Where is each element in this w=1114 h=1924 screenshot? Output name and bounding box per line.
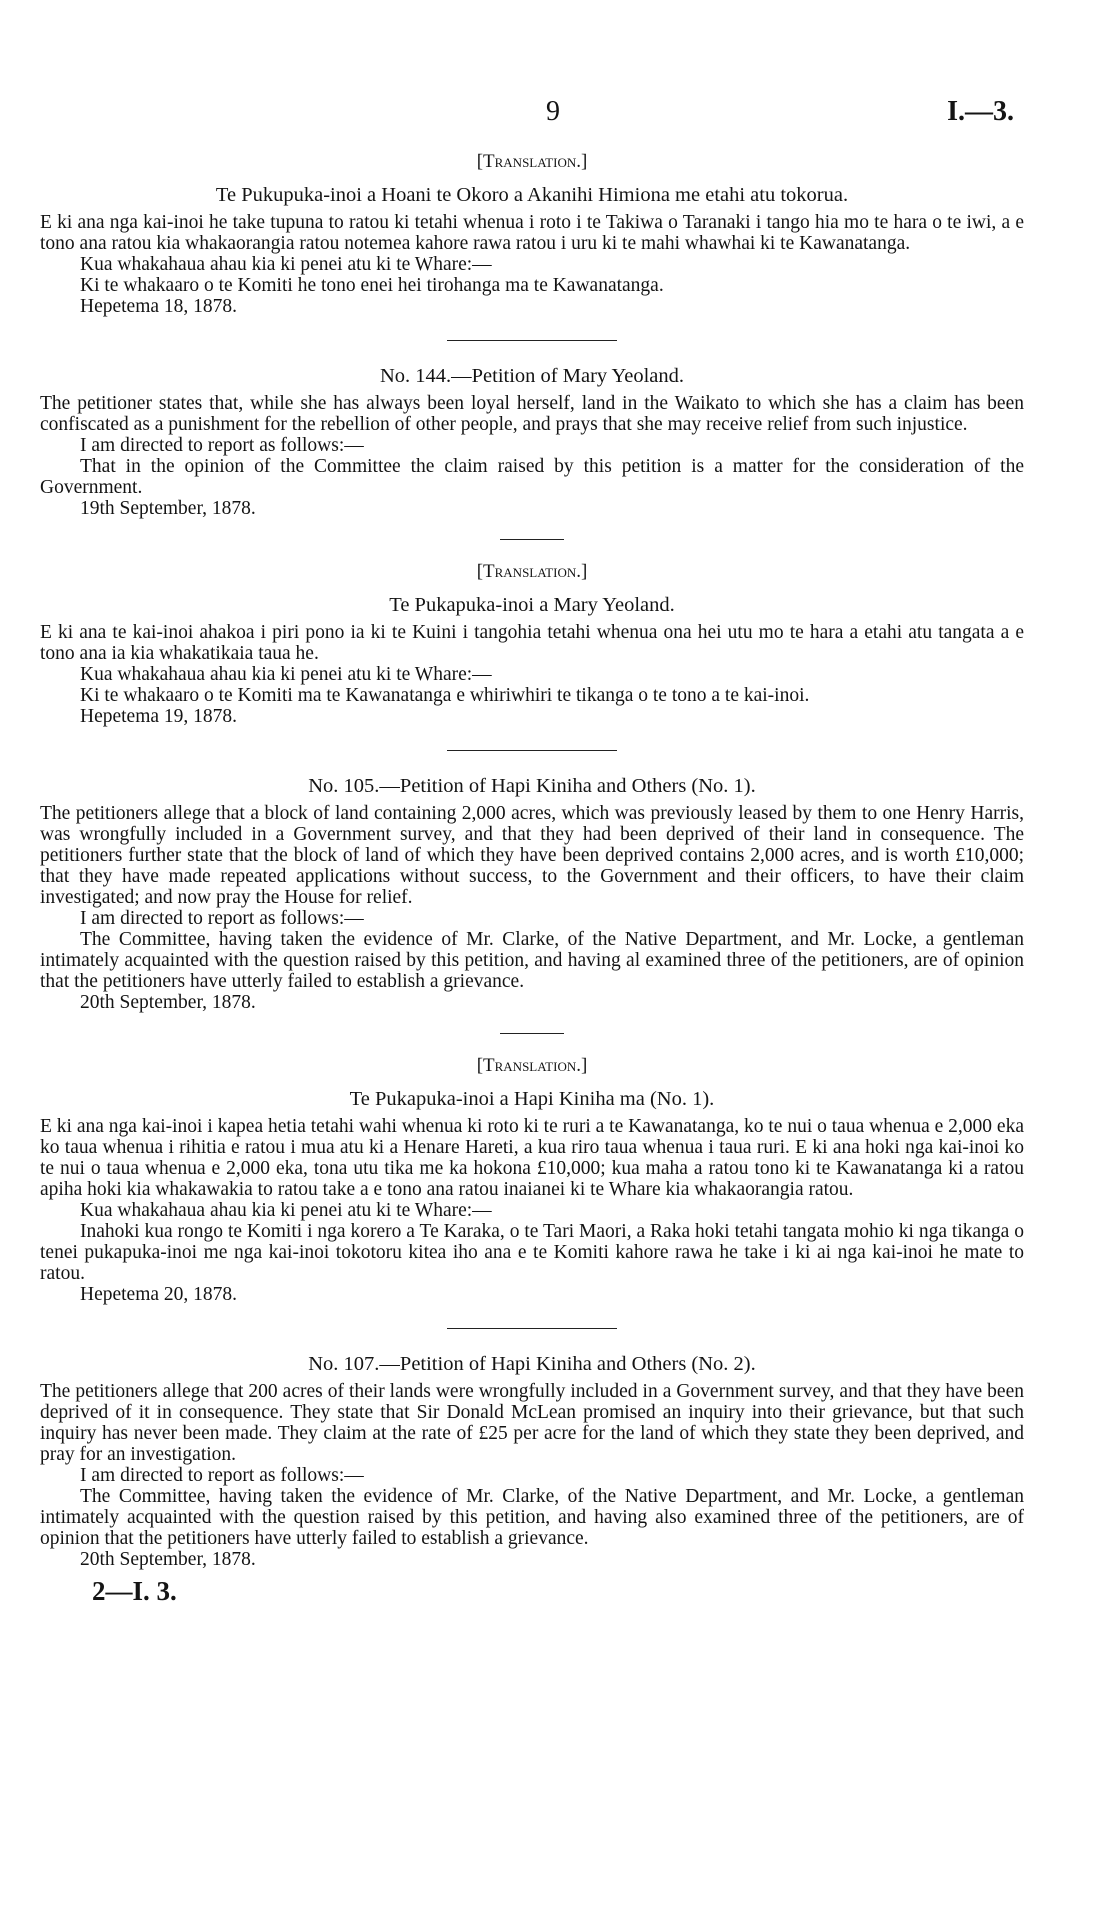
paragraph: E ki ana te kai-inoi ahakoa i piri pono ia ki te Kuini i tangohia tetahi whenua ona hei utu mo te hara a etahi atu tangata a e tono ana ia kia whakatikaia taua he. [40,622,1024,664]
date-line: 19th September, 1878. [80,498,256,519]
section-translation-yeoland [40,560,1024,727]
paragraph: I am directed to report as follows:— [80,908,364,929]
translation-heading: [Translation.] [476,1055,588,1076]
paragraph: Ki te whakaaro o te Komiti ma te Kawanatanga e whiriwhiri te tikanga o te tono a te kai-inoi. [80,685,810,706]
section-petition-144 [40,364,1024,519]
paragraph: Inahoki kua rongo te Komiti i nga korero a Te Karaka, o te Tari Maori, a Raka hoki tetahi tangata mohio ki nga tikanga o tenei pukapuka-inoi me nga kai-inoi tokotoru kitea iho ana e te Komiti kahore rawa he take i ki ai nga kai-inoi he mate to ratou. [40,1221,1024,1284]
section-divider [447,340,617,341]
date-line: 20th September, 1878. [80,992,256,1013]
section-divider [447,1328,617,1329]
paragraph: The Committee, having taken the evidence of Mr. Clarke, of the Native Department, and Mr. Locke, a gentleman intimately acquainted with the question raised by this petition, and having also examined three of the petitioners, are of opinion that the petitioners have utterly failed to establish a grievance. [40,1486,1024,1549]
section-translation-hoani [40,150,1024,317]
paragraph: Kua whakahaua ahau kia ki penei atu ki te Whare:— [80,254,492,275]
date-line: Hepetema 19, 1878. [80,706,238,727]
page-header [40,96,1014,132]
translation-heading: [Translation.] [476,151,588,172]
section-title: No. 107.—Petition of Hapi Kiniha and Others (No. 2). [308,1353,756,1375]
section-divider [500,539,564,540]
section-divider [500,1033,564,1034]
section-translation-kiniha [40,1054,1024,1305]
paragraph: The petitioners allege that a block of land containing 2,000 acres, which was previously leased by them to one Henry Harris, was wrongfully included in a Government survey, and that they had been deprived of their land in consequence. The petitioners further state that the block of land of which they have been deprived contains 2,000 acres, and is worth £10,000; that they have made repeated applications without success, to the Government and their officers, to have their claim investigated; and now pray the House for relief. [40,803,1024,908]
paragraph: E ki ana nga kai-inoi i kapea hetia tetahi wahi whenua ki roto ki te ruri a te Kawanatanga, ko te nui o taua whenua e 2,000 eka ko taua whenua i rihitia e ratou i mua atu ki a Henare Hareti, a kua riro taua whenua i taua ruri. E ki ana hoki nga kai-inoi ko te nui o taua whenua e 2,000 eka, tona utu tika me ka hokona £10,000; kua maha a ratou tono ki te Kawanatanga ki a ratou apiha hoki kia whakawakia to ratou take a e tono ana ratou inaianei ki te Whare kia whakaorangia ratou. [40,1116,1024,1200]
section-title: Te Pukapuka-inoi a Mary Yeoland. [389,594,675,616]
section-petition-107 [40,1352,1024,1570]
paragraph: Kua whakahaua ahau kia ki penei atu ki te Whare:— [80,1200,492,1221]
section-petition-105 [40,774,1024,1013]
translation-heading: [Translation.] [476,561,588,582]
date-line: 20th September, 1878. [80,1549,256,1570]
section-title: No. 105.—Petition of Hapi Kiniha and Others (No. 1). [308,775,756,797]
paragraph: The Committee, having taken the evidence of Mr. Clarke, of the Native Department, and Mr. Locke, a gentleman intimately acquainted with the question raised by this petition, and having al examined three of the petitioners, are of opinion that the petitioners have utterly failed to establish a grievance. [40,929,1024,992]
page-signature: 2—I. 3. [92,1576,177,1606]
section-title: Te Pukapuka-inoi a Hapi Kiniha ma (No. 1). [349,1088,715,1110]
section-title: Te Pukupuka-inoi a Hoani te Okoro a Akanihi Himiona me etahi atu tokorua. [215,184,849,206]
paragraph: The petitioner states that, while she has always been loyal herself, land in the Waikato to which she has a claim has been confiscated as a punishment for the rebellion of other people, and prays that she may receive relief from such injustice. [40,393,1024,435]
paragraph: The petitioners allege that 200 acres of their lands were wrongfully included in a Government survey, and that they have been deprived of it in consequence. They state that Sir Donald McLean promised an inquiry into their grievance, but that such inquiry has never been made. They claim at the rate of £25 per acre for the land of which they state they been deprived, and pray for an investigation. [40,1381,1024,1465]
page-content [40,150,1024,1606]
paragraph: That in the opinion of the Committee the claim raised by this petition is a matter for the consideration of the Government. [40,456,1024,498]
paragraph: E ki ana nga kai-inoi he take tupuna to ratou ki tetahi whenua i roto i te Takiwa o Taranaki i tango hia mo te hara o te iwi, a e tono ana ratou kia whakaorangia ratou notemea kahore rawa ratou i uru ki te mahi whawhai ki te Kawanatanga. [40,212,1024,254]
section-title: No. 144.—Petition of Mary Yeoland. [379,365,685,387]
section-divider [447,750,617,751]
paragraph: Kua whakahaua ahau kia ki penei atu ki te Whare:— [80,664,492,685]
paragraph: Ki te whakaaro o te Komiti he tono enei hei tirohanga ma te Kawanatanga. [80,275,664,296]
page-number: 9 [546,96,560,127]
paragraph: I am directed to report as follows:— [80,435,364,456]
paragraph: I am directed to report as follows:— [80,1465,364,1486]
document-reference: I.—3. [947,96,1014,127]
date-line: Hepetema 18, 1878. [80,296,238,317]
date-line: Hepetema 20, 1878. [80,1284,238,1305]
